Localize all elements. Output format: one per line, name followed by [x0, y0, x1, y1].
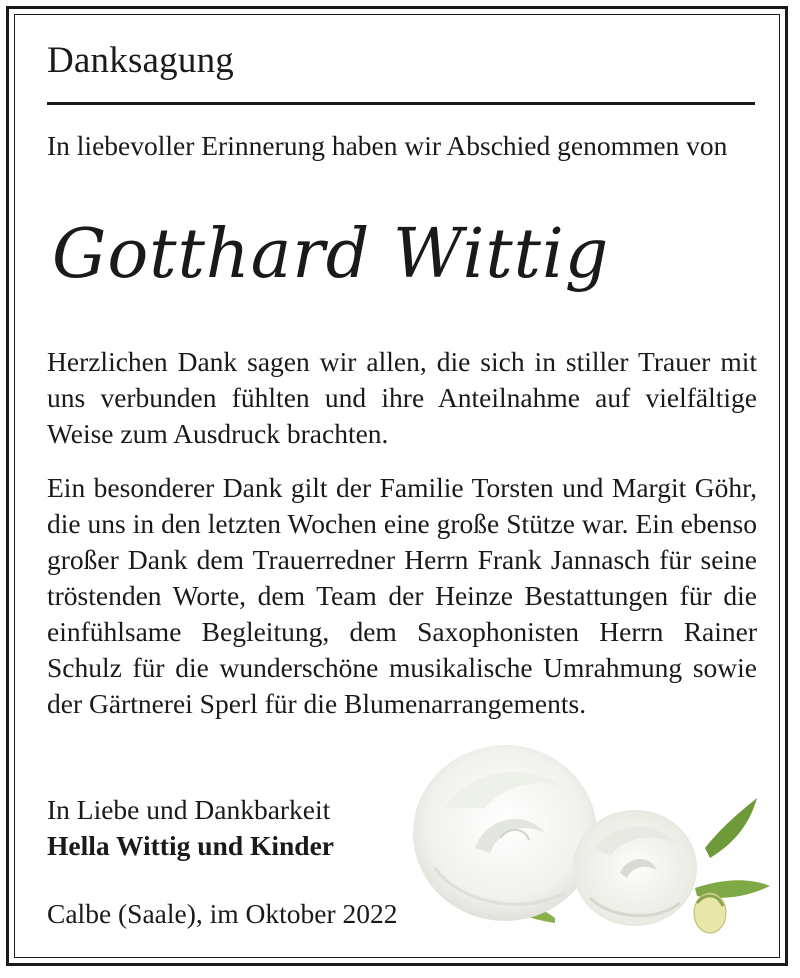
- thanks-paragraph-2: Ein besonderer Dank gilt der Familie Torsten und Margit Göhr, die uns in den letzten Wochen eine große Stütze war. Ein ebenso großer Dank dem Trauerredner Herrn Frank Jannasch für seine tröstenden Worte, dem Team der Heinze Bestattungen für die einfühlsame Begleitung, dem Saxophonisten Herrn Rainer Schulz für die wunderschöne musikalische Umrahmung sowie der Gärtnerei Sperl für die Blumenarrangements.: [47, 472, 757, 719]
- thanks-paragraph-1: Herzlichen Dank sagen wir allen, die sich in stiller Trauer mit uns verbunden fühlten und ihre Anteilnahme auf vielfältige Weise zum Ausdruck brachten.: [47, 346, 757, 449]
- heading-divider: [47, 102, 755, 105]
- closing-block: [47, 792, 334, 864]
- deceased-name: Gotthard Wittig: [52, 215, 610, 294]
- white-roses-icon: [405, 728, 790, 958]
- place-date: Calbe (Saale), im Oktober 2022: [47, 898, 398, 929]
- intro-text: In liebevoller Erinnerung haben wir Abschied genommen von: [47, 130, 728, 161]
- notice-heading: Danksagung: [47, 40, 234, 81]
- signature: Hella Wittig und Kinder: [47, 830, 335, 861]
- closing-line: In Liebe und Dankbarkeit: [47, 794, 331, 825]
